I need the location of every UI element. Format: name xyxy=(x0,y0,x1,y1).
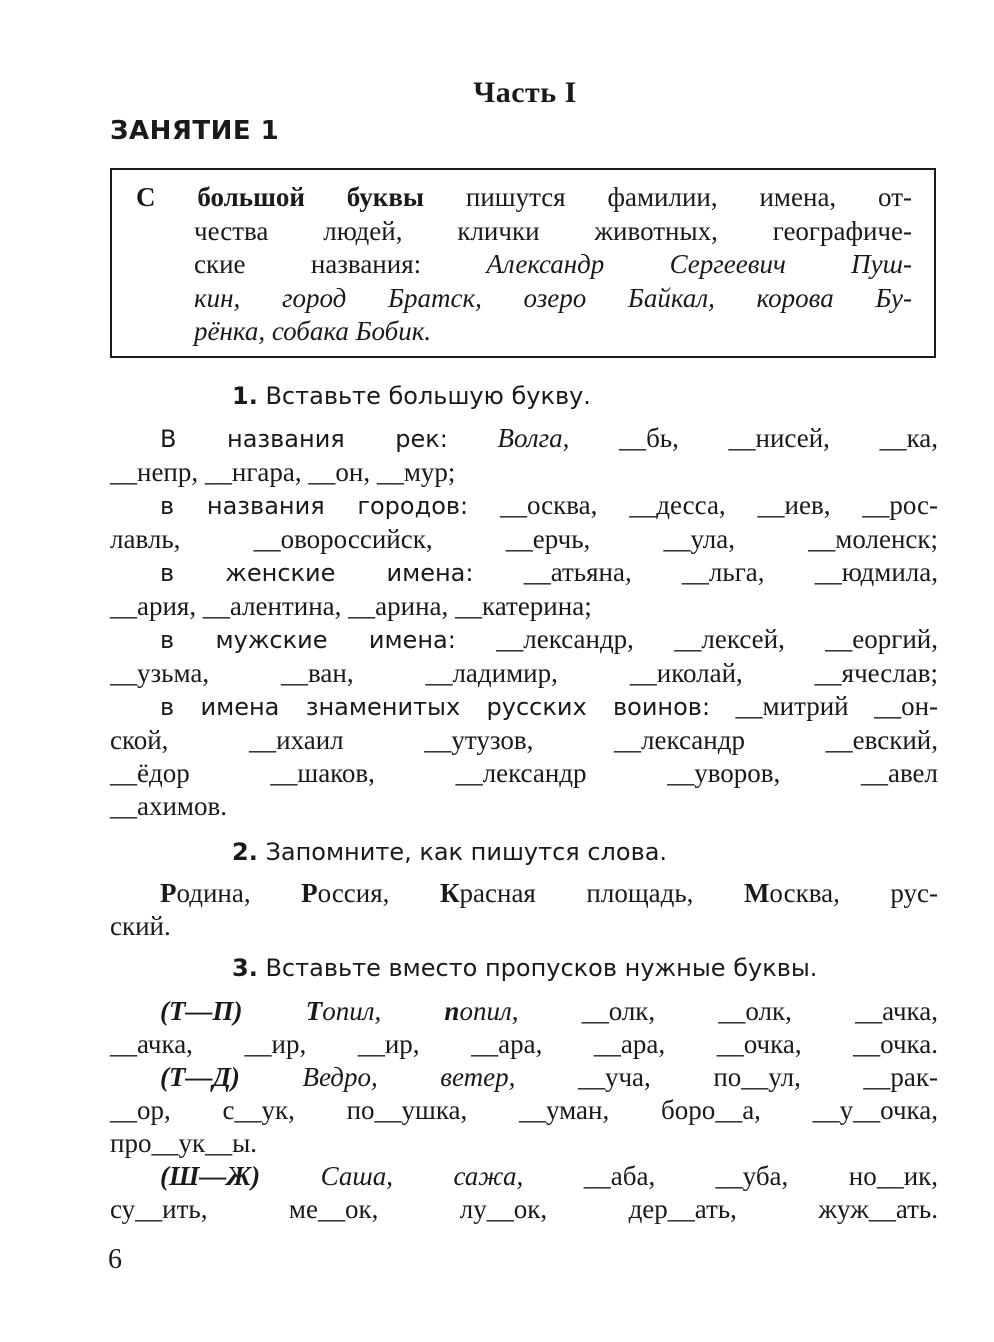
task-1-line: лавль, __овороссийск, __ерчь, __ула, __моленск; xyxy=(110,524,938,554)
page-number: 6 xyxy=(108,1244,122,1275)
task-instruction: Запомните, как пишутся слова. xyxy=(265,838,668,866)
letter-pair-label: (Ш—Ж) xyxy=(160,1161,261,1191)
task-1-line-label: в мужские имена: xyxy=(160,626,456,654)
task-3-line xyxy=(110,995,938,1028)
page-title: Часть I xyxy=(473,76,577,109)
example-word: Волга, xyxy=(497,423,570,453)
task-1-line xyxy=(110,489,938,523)
task-3-body xyxy=(110,995,938,1226)
task-1-line: __ария, __алентина, __арина, __катерина; xyxy=(110,591,592,621)
example-word: Топил, попил, xyxy=(305,996,519,1026)
task-1-line xyxy=(110,556,938,590)
task-1-line: __ахимов. xyxy=(110,791,228,821)
task-1-line-text: __осква, __десса, __иев, __рос- xyxy=(499,490,939,520)
task-number: 1. xyxy=(232,382,258,410)
rule-line-4: кин, город Братск, озеро Байкал, корова Бу- xyxy=(194,282,912,313)
task-1-line xyxy=(110,623,938,657)
task-1-line-label: в названия городов: xyxy=(160,492,469,520)
word-rest: одина, xyxy=(176,878,302,908)
word-rest: осква, рус- xyxy=(769,878,938,908)
task-1-line-text: __митрий __он- xyxy=(735,691,939,721)
example-word: Ведро, xyxy=(302,1062,378,1092)
task-number: 3. xyxy=(232,954,258,982)
task-1-line xyxy=(110,422,938,456)
task-number: 2. xyxy=(232,838,258,866)
task-1-line: __ёдор __шаков, __лександр __уворов, __авел xyxy=(110,758,938,788)
word-rest: расная площадь, xyxy=(459,878,744,908)
rule-line-1 xyxy=(136,181,912,215)
example-word: Саша, xyxy=(320,1161,393,1191)
example-word: ветер, xyxy=(440,1062,516,1092)
task-2-body xyxy=(110,877,938,943)
rule-box xyxy=(110,168,936,358)
task-instruction: Вставьте вместо пропусков нужные буквы. xyxy=(265,954,818,982)
task-3-line: су__ить, ме__ок, лу__ок, дер__ать, жуж__ать. xyxy=(110,1194,938,1224)
task-1-body xyxy=(110,422,938,823)
rule-line-3 xyxy=(136,248,912,282)
capital-letter: Р xyxy=(160,878,177,908)
rule-line-5: рёнка, собака Бобик. xyxy=(194,316,432,346)
task-1-line-text: __атьяна, __льга, __юдмила, xyxy=(523,557,939,587)
rule-example: Александр Сергеевич Пуш- xyxy=(486,249,912,279)
example-word: сажа, xyxy=(453,1161,524,1191)
task-3-line xyxy=(110,1160,938,1193)
task-2-line: ский. xyxy=(110,911,171,941)
task-1-line-label: в женские имена: xyxy=(160,559,474,587)
task-instruction: Вставьте большую букву. xyxy=(265,382,591,410)
task-1-line: __непр, __нгара, __он, __мур; xyxy=(110,457,456,487)
task-1-line xyxy=(110,690,938,724)
task-1-heading xyxy=(232,382,591,410)
task-1-line: __узьма, __ван, __ладимир, __иколай, __ячеслав; xyxy=(110,658,938,688)
task-1-line-text: __лександр, __лексей, __еоргий, xyxy=(496,624,939,654)
letter-pair-label: (Т—Д) xyxy=(160,1062,240,1092)
rule-line-2: чества людей, клички животных, географиче- xyxy=(194,215,912,246)
task-3-line: __ор, с__ук, по__ушка, __уман, боро__а, __у__очка, xyxy=(110,1095,938,1125)
task-1-line-label: в имена знаменитых русских воинов: xyxy=(160,693,711,721)
rule-text: пишутся фамилии, имена, от- xyxy=(465,182,912,212)
task-3-line xyxy=(110,1061,938,1094)
task-3-line-text: __аба, __уба, но__ик, xyxy=(583,1161,939,1191)
task-3-line-text: __уча, по__ул, __рак- xyxy=(577,1062,939,1092)
word-rest: оссия, xyxy=(317,878,440,908)
task-3-line: про__ук__ы. xyxy=(110,1128,257,1158)
lesson-title: ЗАНЯТИЕ 1 xyxy=(110,116,280,146)
task-1-line-label: В названия рек: xyxy=(160,425,448,453)
letter-pair-label: (Т—П) xyxy=(160,996,243,1026)
task-3-line-text: __олк, __олк, __ачка, xyxy=(581,996,938,1026)
task-1-line-text: __бь, __нисей, __ка, xyxy=(619,423,939,453)
task-3-line: __ачка, __ир, __ир, __ара, __ара, __очка, __очка. xyxy=(110,1029,938,1059)
capital-letter: М xyxy=(743,878,770,908)
rule-lead: С большой буквы xyxy=(136,182,424,212)
capital-letter: Р xyxy=(301,878,318,908)
task-3-heading xyxy=(232,954,817,982)
rule-text: ские названия: xyxy=(194,249,422,279)
capital-letter: К xyxy=(439,878,460,908)
task-2-line xyxy=(110,877,938,910)
task-2-heading xyxy=(232,838,667,866)
task-1-line: ской, __ихаил __утузов, __лександр __евский, xyxy=(110,725,938,755)
